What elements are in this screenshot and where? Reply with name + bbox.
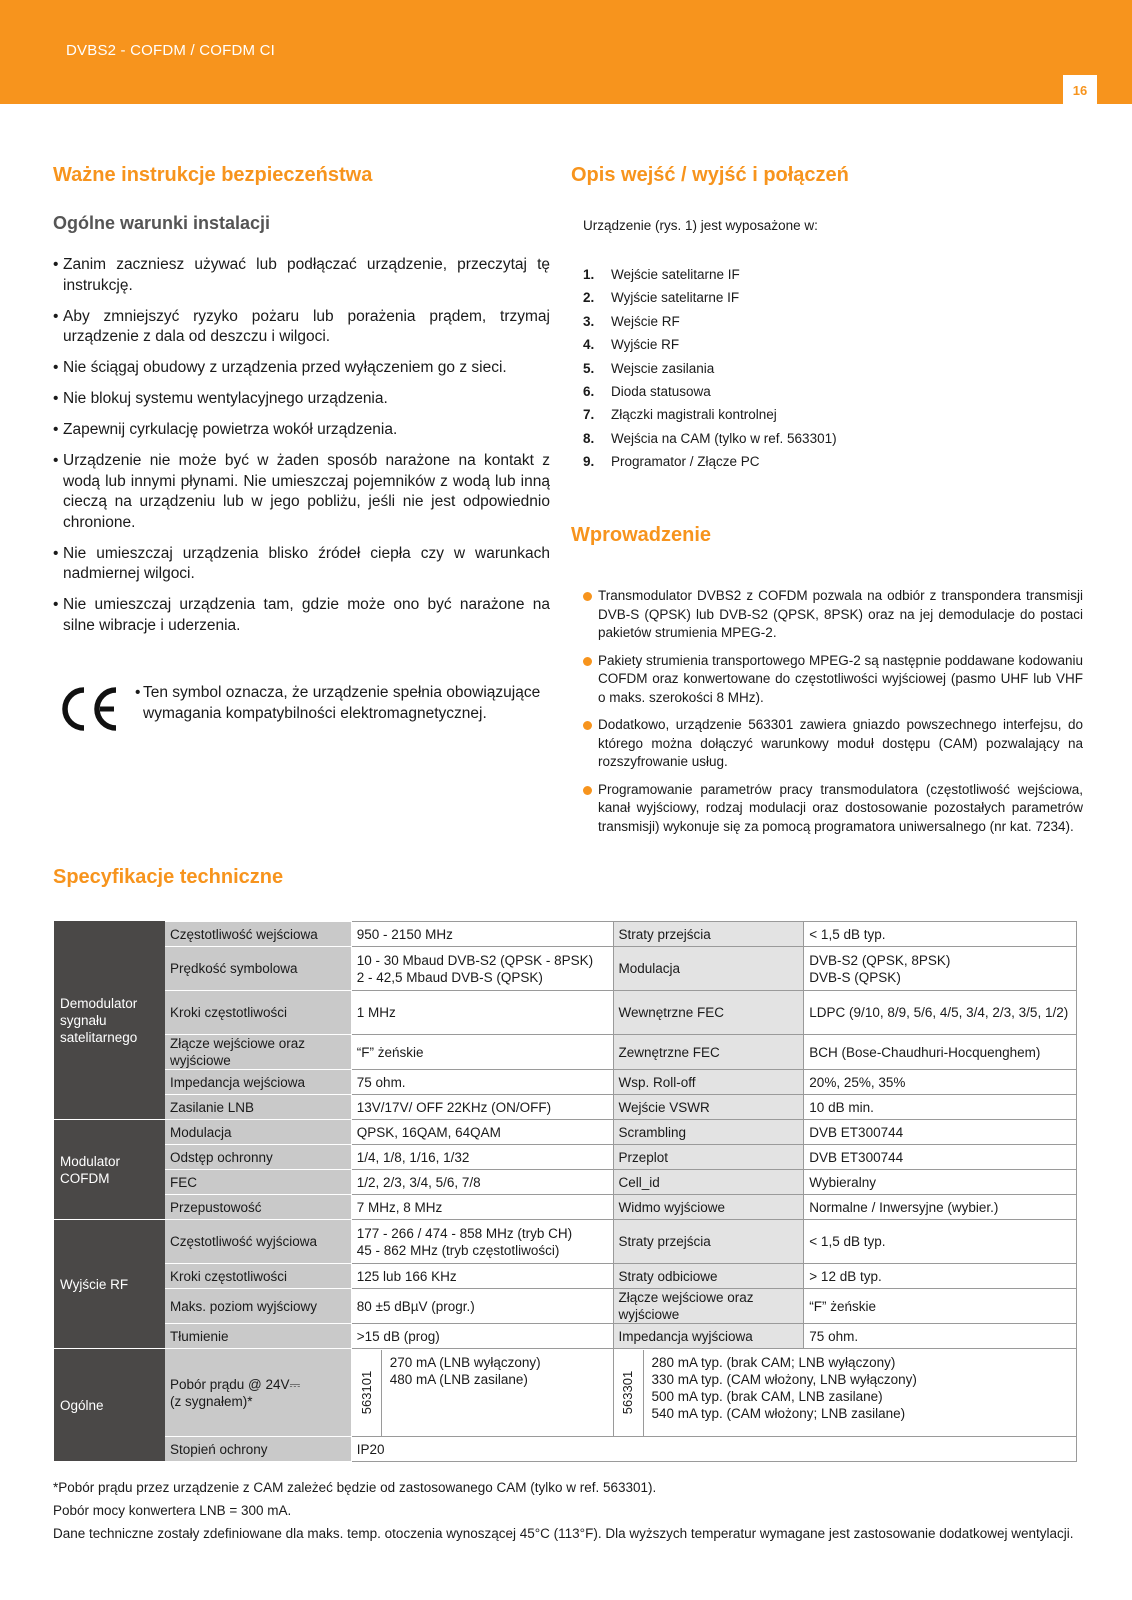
- power-consumption-cell: [351, 1349, 613, 1437]
- spec-value: 10 - 30 Mbaud DVB-S2 (QPSK - 8PSK) 2 - 42,5 Mbaud DVB-S (QPSK): [351, 947, 613, 991]
- spec-label: Wejście VSWR: [613, 1095, 804, 1120]
- list-item: Pakiety strumienia transportowego MPEG-2 są następnie poddawane kodowaniu COFDM oraz konwertowane do częstotliwości wyjściowej (pasmo UHF lub VHF o maks. szerokości 8 MHz).: [583, 652, 1083, 708]
- spec-value: 1/2, 2/3, 3/4, 5/6, 7/8: [351, 1170, 613, 1195]
- list-item: • Urządzenie nie może być w żaden sposób narażone na kontakt z wodą lub innymi płynami. Nie umieszczaj pojemników z wodą lub inną cieczą na urządzeniu lub w jego pobliżu, jeśli nie jest odpowiednio chronione.: [53, 451, 550, 533]
- spec-label: Straty odbiciowe: [613, 1264, 804, 1289]
- table-row: [55, 1264, 1077, 1289]
- footnote: *Pobór prądu przez urządzenie z CAM zależeć będzie od zastosowanego CAM (tylko w ref. 563301).: [53, 1480, 657, 1495]
- list-item: • Nie umieszczaj urządzenia tam, gdzie może ono być narażone na silne wibracje i uderzenia.: [53, 595, 550, 636]
- spec-value: BCH (Bose-Chaudhuri-Hocquenghem): [804, 1035, 1077, 1070]
- spec-label: Zewnętrzne FEC: [613, 1035, 804, 1070]
- ce-description: • Ten symbol oznacza, że urządzenie spełnia obowiązujące wymagania kompatybilności elektromagnetycznej.: [135, 683, 550, 724]
- page-header: [0, 0, 1132, 104]
- spec-value: Wybieralny: [804, 1170, 1077, 1195]
- spec-label: Modulacja: [164, 1120, 351, 1145]
- spec-value: 80 ±5 dBµV (progr.): [351, 1289, 613, 1324]
- spec-value: DVB-S2 (QPSK, 8PSK) DVB-S (QPSK): [804, 947, 1077, 991]
- list-item: 3. Wejście RF: [583, 313, 680, 329]
- spec-value: 1/4, 1/8, 1/16, 1/32: [351, 1145, 613, 1170]
- spec-label: Impedancja wejściowa: [164, 1070, 351, 1095]
- footnote: Dane techniczne zostały zdefiniowane dla maks. temp. otoczenia wynoszącej 45°C (113°F). Dla wyższych temperatur wymagane jest zastosowanie dodatkowej wentylacji.: [53, 1526, 1074, 1541]
- table-row: [55, 991, 1077, 1035]
- spec-value: QPSK, 16QAM, 64QAM: [351, 1120, 613, 1145]
- spec-label: Impedancja wyjściowa: [613, 1324, 804, 1349]
- safety-heading: Ważne instrukcje bezpieczeństwa: [53, 164, 373, 186]
- spec-value: 20%, 25%, 35%: [804, 1070, 1077, 1095]
- table-row: [55, 1170, 1077, 1195]
- table-row: [55, 947, 1077, 991]
- spec-label: Wewnętrzne FEC: [613, 991, 804, 1035]
- spec-value: 13V/17V/ OFF 22KHz (ON/OFF): [351, 1095, 613, 1120]
- list-item: • Zapewnij cyrkulację powietrza wokół urządzenia.: [53, 420, 550, 441]
- spec-value: < 1,5 dB typ.: [804, 1220, 1077, 1264]
- row-group-label: Demodulator sygnału satelitarnego: [55, 922, 165, 1120]
- io-list: [583, 265, 837, 476]
- spec-value: 177 - 266 / 474 - 858 MHz (tryb CH) 45 - 862 MHz (tryb częstotliwości): [351, 1220, 613, 1264]
- spec-label: Tłumienie: [164, 1324, 351, 1349]
- list-item: Dodatkowo, urządzenie 563301 zawiera gniazdo powszechnego interfejsu, do którego można dołączyć warunkowy moduł dostępu (CAM) pozwalający na rozszyfrowanie usług.: [583, 716, 1083, 772]
- spec-value: DVB ET300744: [804, 1120, 1077, 1145]
- reference-number: 563301: [620, 1370, 636, 1415]
- list-item: 7. Złączki magistrali kontrolnej: [583, 407, 777, 423]
- spec-value: >15 dB (prog): [351, 1324, 613, 1349]
- installation-subheading: Ogólne warunki instalacji: [53, 213, 271, 233]
- spec-label: Straty przejścia: [613, 922, 804, 947]
- io-heading: Opis wejść / wyjść i połączeń: [571, 164, 849, 186]
- table-row: [55, 1095, 1077, 1120]
- spec-value: 75 ohm.: [351, 1070, 613, 1095]
- spec-label: Przepustowość: [164, 1195, 351, 1220]
- spec-value: “F” żeńskie: [351, 1035, 613, 1070]
- spec-value: 1 MHz: [351, 991, 613, 1035]
- footnotes: [53, 1476, 1074, 1545]
- table-row: [55, 1220, 1077, 1264]
- spec-label: Częstotliwość wyjściowa: [164, 1220, 351, 1264]
- power-consumption-cell: [613, 1349, 1077, 1437]
- introduction-list: [583, 587, 1083, 845]
- spec-label: Zasilanie LNB: [164, 1095, 351, 1120]
- list-item: 5. Wejscie zasilania: [583, 360, 715, 376]
- spec-label: Odstęp ochronny: [164, 1145, 351, 1170]
- spec-label: Przeplot: [613, 1145, 804, 1170]
- spec-label: Pobór prądu @ 24V⎓ (z sygnałem)*: [164, 1349, 351, 1437]
- list-item: • Aby zmniejszyć ryzyko pożaru lub porażenia prądem, trzymaj urządzenie z dala od deszczu i wilgoci.: [53, 307, 550, 348]
- list-item: • Nie ściągaj obudowy z urządzenia przed wyłączeniem go z sieci.: [53, 358, 550, 379]
- spec-value: 7 MHz, 8 MHz: [351, 1195, 613, 1220]
- spec-label: Prędkość symbolowa: [164, 947, 351, 991]
- spec-label: Straty przejścia: [613, 1220, 804, 1264]
- spec-heading: Specyfikacje techniczne: [53, 866, 284, 888]
- ce-mark-icon: [60, 686, 122, 732]
- list-item: 2. Wyjście satelitarne IF: [583, 290, 740, 306]
- table-row: [55, 1035, 1077, 1070]
- spec-label: Kroki częstotliwości: [164, 1264, 351, 1289]
- spec-value: 280 mA typ. (brak CAM; LNB wyłączony) 330 mA typ. (CAM włożony, LNB wyłączony) 500 mA typ. (brak CAM, LNB zasilane) 540 mA typ. (CAM włożony; LNB zasilane): [651, 1354, 917, 1421]
- spec-label: Maks. poziom wyjściowy: [164, 1289, 351, 1324]
- spec-value: 125 lub 166 KHz: [351, 1264, 613, 1289]
- list-item: Transmodulator DVBS2 z COFDM pozwala na odbiór z transpondera transmisji DVB-S (QPSK) lub DVB-S2 (QPSK, 8PSK) oraz na jej demodulacje do postaci pakietów strumienia MPEG-2.: [583, 587, 1083, 643]
- spec-label: Złącze wejściowe oraz wyjściowe: [613, 1289, 804, 1324]
- table-row: [55, 1195, 1077, 1220]
- spec-value: < 1,5 dB typ.: [804, 922, 1077, 947]
- spec-value: DVB ET300744: [804, 1145, 1077, 1170]
- spec-label: Kroki częstotliwości: [164, 991, 351, 1035]
- spec-table: [54, 921, 1077, 1462]
- row-group-label: Wyjście RF: [55, 1220, 165, 1349]
- list-item: 6. Dioda statusowa: [583, 383, 711, 399]
- footnote: Pobór mocy konwertera LNB = 300 mA.: [53, 1503, 292, 1518]
- table-row: [55, 922, 1077, 947]
- table-row: [55, 1324, 1077, 1349]
- page-number: 16: [1063, 75, 1097, 106]
- list-item: • Nie blokuj systemu wentylacyjnego urządzenia.: [53, 389, 550, 410]
- list-item: • Zanim zaczniesz używać lub podłączać urządzenie, przeczytaj tę instrukcję.: [53, 255, 550, 296]
- spec-value: “F” żeńskie: [804, 1289, 1077, 1324]
- spec-value: 10 dB min.: [804, 1095, 1077, 1120]
- row-group-label: Ogólne: [55, 1349, 165, 1462]
- spec-value: 950 - 2150 MHz: [351, 922, 613, 947]
- table-row: [55, 1289, 1077, 1324]
- spec-value: LDPC (9/10, 8/9, 5/6, 4/5, 3/4, 2/3, 3/5, 1/2): [804, 991, 1077, 1035]
- spec-value: > 12 dB typ.: [804, 1264, 1077, 1289]
- list-item: 1. Wejście satelitarne IF: [583, 267, 740, 282]
- list-item: Programowanie parametrów pracy transmodulatora (częstotliwość wejściowa, kanał wyjściowy, rodzaj modulacji oraz dostosowanie pozostałych parametrów transmisji) wykonuje się za pomocą programatora uniwersalnego (nr kat. 7234).: [583, 781, 1083, 837]
- spec-label: Widmo wyjściowe: [613, 1195, 804, 1220]
- spec-label: Złącze wejściowe oraz wyjściowe: [164, 1035, 351, 1070]
- spec-value: 270 mA (LNB wyłączony) 480 mA (LNB zasilane): [389, 1354, 541, 1387]
- io-intro: Urządzenie (rys. 1) jest wyposażone w:: [583, 218, 818, 233]
- table-row: [55, 1120, 1077, 1145]
- list-item: • Nie umieszczaj urządzenia blisko źródeł ciepła czy w warunkach nadmiernej wilgoci.: [53, 544, 550, 585]
- row-group-label: Modulator COFDM: [55, 1120, 165, 1220]
- document-title: DVBS2 - COFDM / COFDM CI: [66, 42, 275, 59]
- list-item: 4. Wyjście RF: [583, 337, 680, 353]
- table-row: [55, 1437, 1077, 1462]
- list-item: 8. Wejścia na CAM (tylko w ref. 563301): [583, 430, 837, 446]
- spec-value: 75 ohm.: [804, 1324, 1077, 1349]
- introduction-heading: Wprowadzenie: [571, 524, 712, 546]
- table-row: [55, 1145, 1077, 1170]
- spec-label: Modulacja: [613, 947, 804, 991]
- spec-label: Scrambling: [613, 1120, 804, 1145]
- spec-label: FEC: [164, 1170, 351, 1195]
- spec-label: Stopień ochrony: [164, 1437, 351, 1462]
- reference-number: 563101: [358, 1370, 374, 1415]
- spec-value: Normalne / Inwersyjne (wybier.): [804, 1195, 1077, 1220]
- spec-label: Cell_id: [613, 1170, 804, 1195]
- spec-label: Wsp. Roll-off: [613, 1070, 804, 1095]
- spec-value: IP20: [351, 1437, 1076, 1462]
- table-row: [55, 1070, 1077, 1095]
- list-item: 9. Programator / Złącze PC: [583, 454, 760, 470]
- spec-label: Częstotliwość wejściowa: [164, 922, 351, 947]
- safety-list: [53, 255, 550, 647]
- table-row: [55, 1349, 1077, 1437]
